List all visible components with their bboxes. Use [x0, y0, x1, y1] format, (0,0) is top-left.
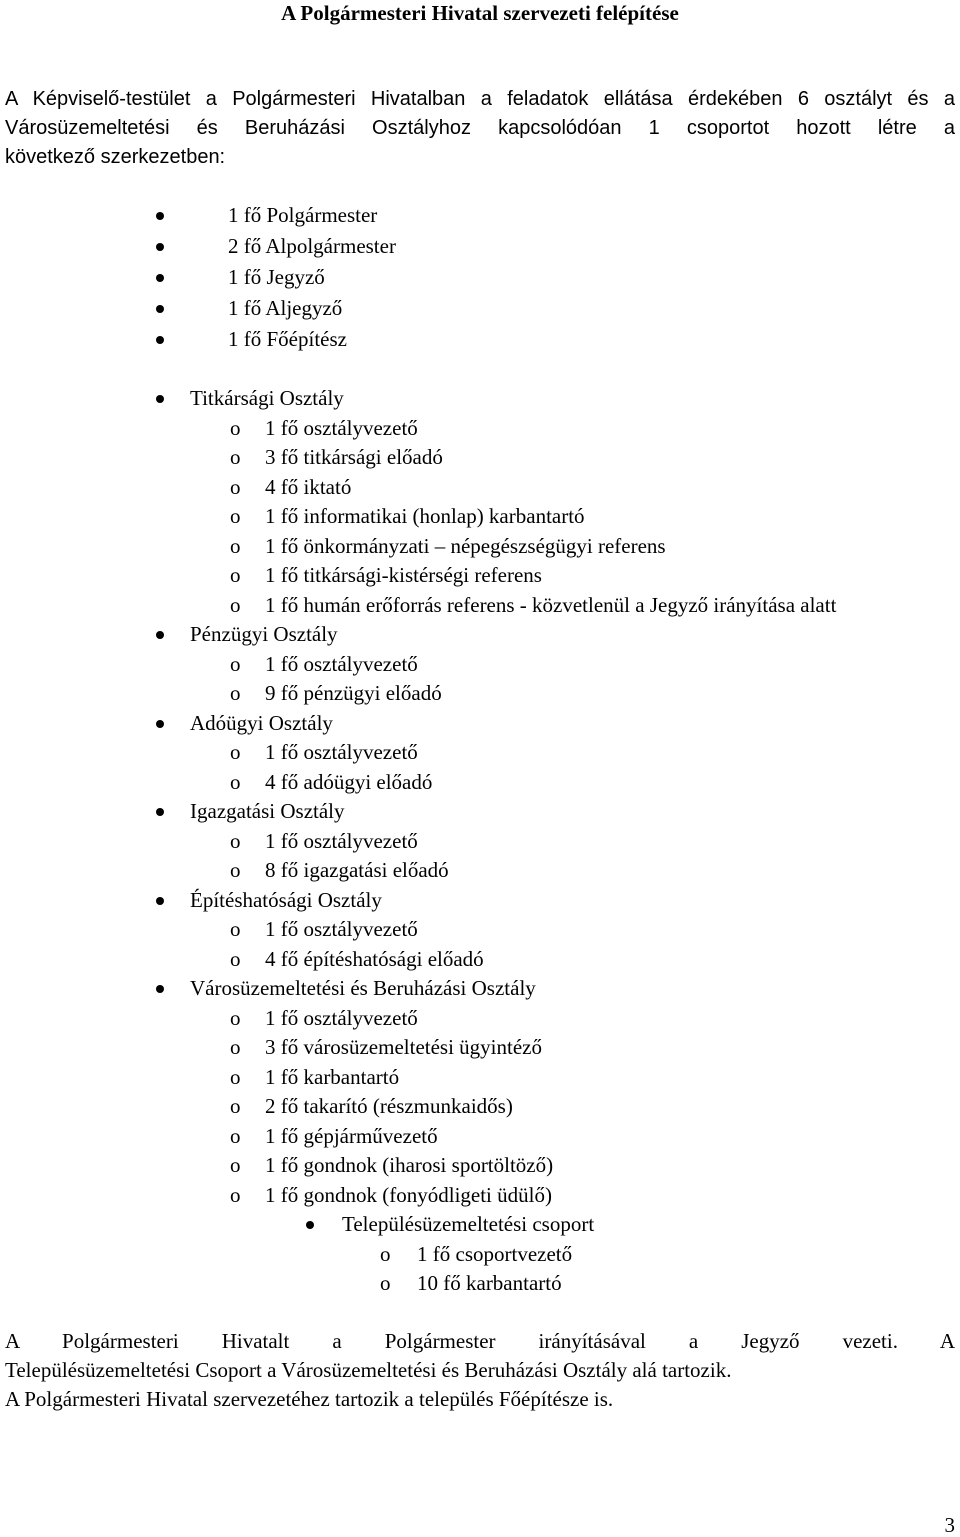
sub-bullet-icon: o: [230, 651, 241, 676]
sub-bullet-icon: o: [230, 1094, 241, 1118]
staff-item-text: 4 fő építéshatósági előadó: [265, 946, 484, 971]
staff-item-text: 1 fő gépjárművezető: [265, 1123, 438, 1148]
bullet-icon: [156, 212, 164, 220]
leader-item: [0, 201, 960, 230]
staff-item: [0, 738, 960, 767]
page-number: 3: [944, 1513, 955, 1537]
page-title: A Polgármesteri Hivatal szervezeti felépítése: [281, 1, 679, 25]
bullet-icon: [156, 305, 164, 313]
staff-item-text: 1 fő titkársági-kistérségi referens: [265, 563, 542, 587]
department-item: [0, 384, 960, 413]
leader-item: [0, 263, 960, 292]
staff-item-text: 8 fő igazgatási előadó: [265, 858, 449, 882]
closing-line-2: Településüzemeltetési Csoport a Városüzemeltetési és Beruházási Osztály alá tartozik.: [5, 1357, 732, 1382]
bullet-icon: [156, 336, 164, 344]
staff-item-text: 1 fő gondnok (fonyódligeti üdülő): [265, 1182, 552, 1207]
bullet-icon: [306, 1221, 314, 1229]
leader-item-text: 2 fő Alpolgármester: [228, 234, 396, 258]
staff-item-text: 1 fő osztályvezető: [265, 415, 418, 440]
staff-item: [0, 532, 960, 561]
sub-bullet-icon: o: [380, 1271, 391, 1295]
sub-bullet-icon: o: [230, 1035, 241, 1059]
bullet-icon: [156, 243, 164, 251]
staff-item: [0, 827, 960, 856]
staff-item: [0, 414, 960, 443]
sub-bullet-icon: o: [230, 1153, 241, 1177]
staff-item-text: 9 fő pénzügyi előadó: [265, 681, 442, 705]
sub-bullet-icon: o: [230, 828, 241, 853]
sub-bullet-icon: o: [230, 946, 241, 971]
sub-bullet-icon: o: [230, 592, 241, 617]
staff-item-text: 2 fő takarító (részmunkaidős): [265, 1094, 513, 1118]
staff-item-text: 3 fő titkársági előadó: [265, 445, 443, 469]
leader-item: [0, 325, 960, 354]
leader-item: [0, 232, 960, 261]
staff-item-text: 1 fő humán erőforrás referens - közvetlenül a Jegyző irányítása alatt: [265, 592, 837, 617]
staff-item: [0, 768, 960, 797]
bullet-icon: [156, 395, 164, 403]
leader-item-text: 1 fő Jegyző: [228, 265, 325, 289]
staff-item: [0, 1033, 960, 1062]
department-item-text: Pénzügyi Osztály: [190, 622, 338, 646]
bullet-icon: [156, 897, 164, 905]
leader-item-text: 1 fő Főépítész: [228, 327, 347, 351]
staff-item-text: 1 fő informatikai (honlap) karbantartó: [265, 504, 585, 528]
sub-bullet-icon: o: [230, 563, 241, 587]
group-staff-item: [0, 1269, 960, 1298]
staff-item-text: 3 fő városüzemeltetési ügyintéző: [265, 1035, 542, 1059]
bullet-icon: [156, 985, 164, 993]
sub-bullet-icon: o: [230, 769, 241, 794]
sub-bullet-icon: o: [230, 1123, 241, 1148]
closing-line-3: A Polgármesteri Hivatal szervezetéhez tartozik a település Főépítésze is.: [5, 1386, 614, 1411]
intro-line-3: következő szerkezetben:: [5, 146, 226, 168]
staff-item-text: 4 fő iktató: [265, 474, 352, 499]
intro-line-1: A Képviselő-testület a Polgármesteri Hivatalban a feladatok ellátása érdekében 6 osztályt és a: [5, 88, 955, 110]
sub-bullet-icon: o: [230, 474, 241, 499]
staff-item: [0, 650, 960, 679]
staff-item-text: 1 fő osztályvezető: [265, 917, 418, 941]
group-item-text: Településüzemeltetési csoport: [342, 1212, 595, 1236]
department-item: [0, 709, 960, 738]
staff-item: [0, 679, 960, 708]
department-item-text: Igazgatási Osztály: [190, 799, 345, 823]
department-item: [0, 886, 960, 915]
sub-bullet-icon: o: [230, 533, 241, 558]
sub-bullet-icon: o: [230, 858, 241, 882]
staff-item-text: 1 fő gondnok (iharosi sportöltöző): [265, 1153, 554, 1177]
group-staff-item-text: 1 fő csoportvezető: [417, 1241, 573, 1266]
closing-line-1: A Polgármesteri Hivatalt a Polgármester irányításával a Jegyző vezeti. A: [5, 1328, 955, 1353]
sub-bullet-icon: o: [230, 415, 241, 440]
department-item: [0, 974, 960, 1003]
staff-item: [0, 1181, 960, 1210]
leader-item-text: 1 fő Polgármester: [228, 203, 378, 227]
staff-item: [0, 1151, 960, 1180]
staff-item: [0, 443, 960, 472]
staff-item: [0, 473, 960, 502]
staff-item-text: 1 fő osztályvezető: [265, 1005, 418, 1030]
staff-item: [0, 1004, 960, 1033]
staff-item-text: 1 fő önkormányzati – népegészségügyi referens: [265, 533, 666, 558]
staff-item-text: 1 fő osztályvezető: [265, 651, 418, 676]
leader-item-text: 1 fő Aljegyző: [228, 296, 343, 320]
sub-bullet-icon: o: [230, 1182, 241, 1207]
bullet-icon: [156, 720, 164, 728]
sub-bullet-icon: o: [380, 1241, 391, 1266]
staff-item: [0, 856, 960, 885]
staff-item: [0, 1092, 960, 1121]
staff-item-text: 1 fő karbantartó: [265, 1064, 400, 1089]
closing-paragraph: [5, 1327, 955, 1414]
sub-bullet-icon: o: [230, 504, 241, 528]
department-item-text: Városüzemeltetési és Beruházási Osztály: [190, 976, 536, 1000]
staff-item: [0, 591, 960, 620]
leader-item: [0, 294, 960, 323]
staff-item: [0, 561, 960, 590]
department-item-text: Adóügyi Osztály: [190, 710, 333, 735]
sub-bullet-icon: o: [230, 1005, 241, 1030]
sub-bullet-icon: o: [230, 445, 241, 469]
department-item-text: Titkársági Osztály: [190, 386, 344, 410]
bullet-icon: [156, 808, 164, 816]
staff-item: [0, 915, 960, 944]
group-staff-item: [0, 1240, 960, 1269]
sub-bullet-icon: o: [230, 917, 241, 941]
staff-item: [0, 502, 960, 531]
staff-item: [0, 1122, 960, 1151]
staff-item-text: 1 fő osztályvezető: [265, 828, 418, 853]
staff-item-text: 4 fő adóügyi előadó: [265, 769, 433, 794]
intro-line-2: Városüzemeltetési és Beruházási Osztályhoz kapcsolódóan 1 csoportot hozott létre a: [5, 117, 955, 139]
bullet-icon: [156, 274, 164, 282]
department-item: [0, 797, 960, 826]
department-item-text: Építéshatósági Osztály: [190, 887, 382, 912]
staff-item: [0, 945, 960, 974]
sub-bullet-icon: o: [230, 1064, 241, 1089]
staff-item-text: 1 fő osztályvezető: [265, 740, 418, 764]
intro-paragraph: [5, 85, 955, 172]
staff-item: [0, 1063, 960, 1092]
sub-bullet-icon: o: [230, 740, 241, 764]
department-item: [0, 620, 960, 649]
sub-bullet-icon: o: [230, 681, 241, 705]
bullet-icon: [156, 631, 164, 639]
group-item: [0, 1210, 960, 1239]
group-staff-item-text: 10 fő karbantartó: [417, 1271, 562, 1295]
